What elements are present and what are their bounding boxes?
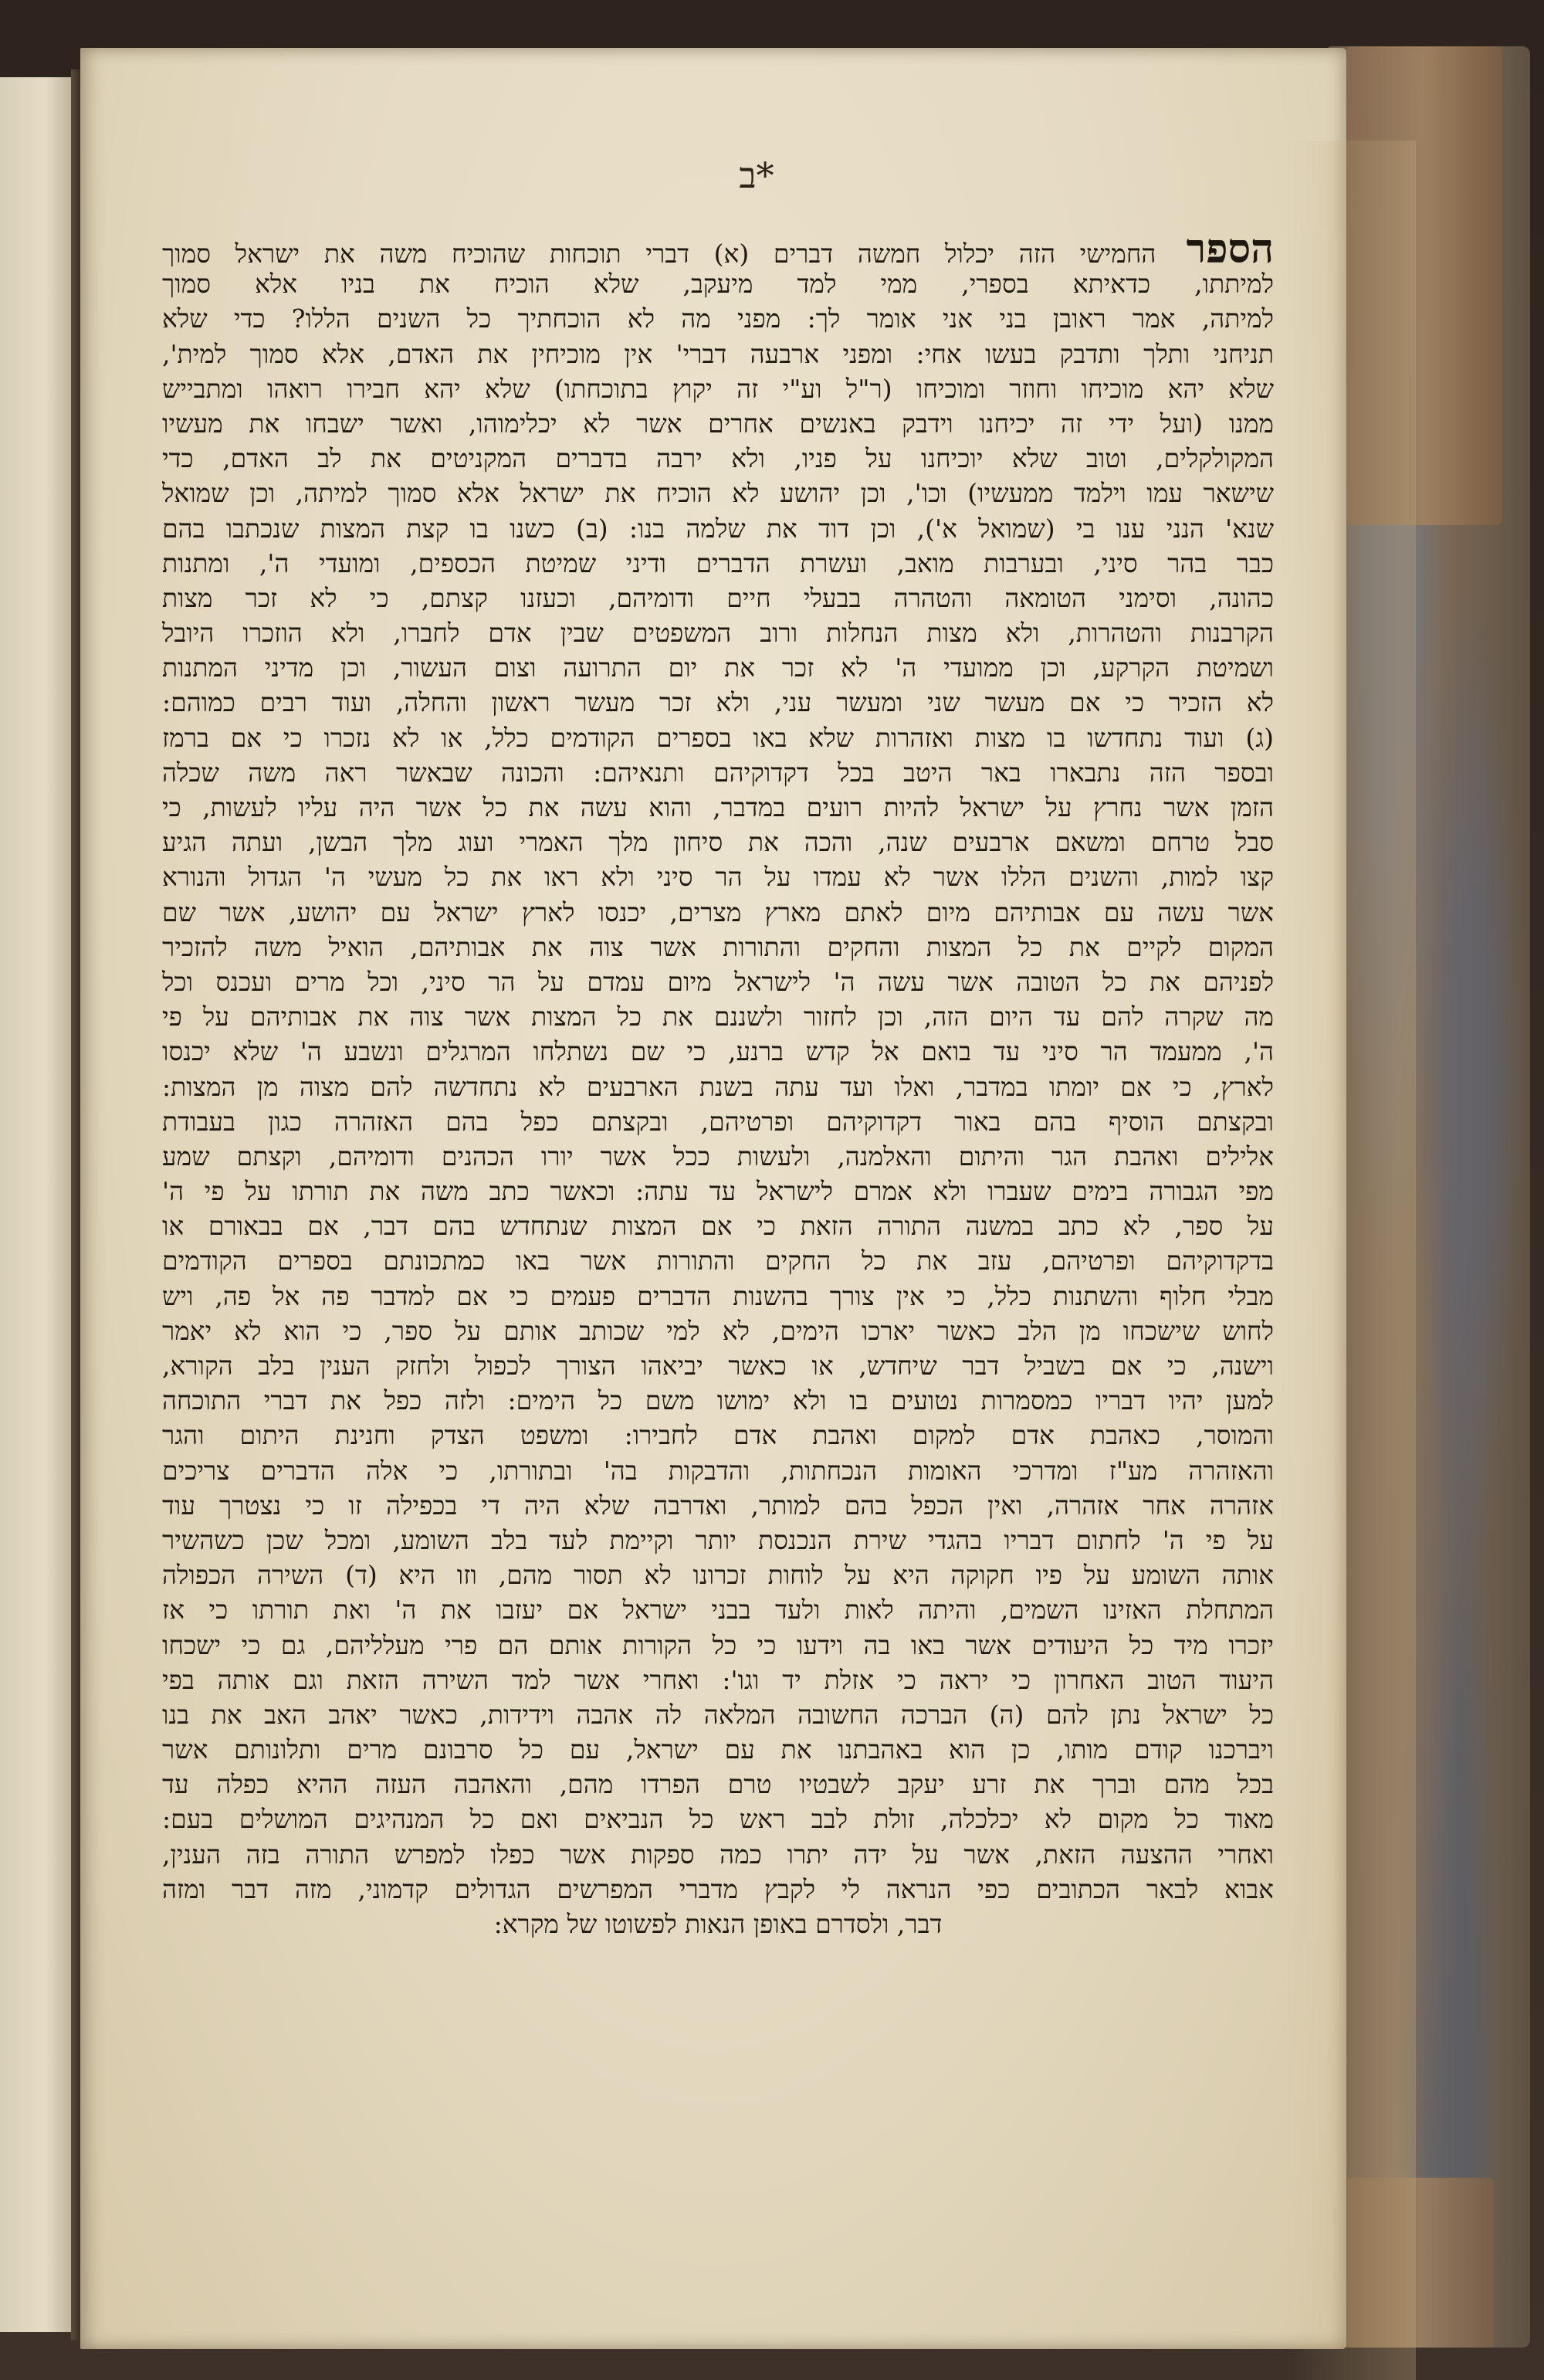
text-line xyxy=(162,1628,1274,1663)
text-line-content: כהונה, וסימני הטומאה והטהרה בבעלי חיים ודומיהם, וכעזנו קצתם, כי לא זכר מצות xyxy=(162,582,1274,613)
text-line-content: ובספר הזה נתבארו באר היטב בכל דקדוקיהם ותנאיהם: והכונה שבאשר ראה משה שכלה xyxy=(162,757,1274,788)
text-line-content: סבל טרחם ומשאם ארבעים שנה, והכה את סיחון מלך האמרי ועוג מלך הבשן, ועתה הגיע xyxy=(162,827,1274,858)
main-text xyxy=(162,232,1274,1941)
text-line xyxy=(162,371,1274,406)
signature-mark: *ב xyxy=(739,154,774,196)
text-line-content: אזהרה אחר אזהרה, ואין הכפל בהם למותר, ואדרבה שלא היה די בכפילה זו כי נצטרך עוד xyxy=(162,1490,1274,1521)
text-line xyxy=(162,1872,1274,1907)
text-line xyxy=(162,1070,1274,1104)
text-lines xyxy=(162,232,1274,1941)
text-line xyxy=(162,1104,1274,1139)
text-line-content: ואחרי ההצעה הזאת, אשר על ידה יתרו כמה ספקות אשר כפלו למפרש התורה בזה הענין, xyxy=(162,1839,1274,1870)
text-line xyxy=(162,650,1274,685)
text-line xyxy=(162,1523,1274,1558)
text-line-content: מה שקרה להם עד היום הזה, וכן לחזור ולשננם את כל המצות אשר צוה את אבותיהם על פי xyxy=(162,1002,1274,1032)
text-line xyxy=(162,1348,1274,1383)
text-line-content: מפי הגבורה בימים שעברו ולא אמרם לישראל עד עתה: וכאשר כתב משה את תורתו על פי ה' xyxy=(162,1176,1274,1207)
text-line xyxy=(162,685,1274,720)
text-line xyxy=(162,1558,1274,1592)
text-line xyxy=(162,1697,1274,1732)
text-line xyxy=(162,1034,1274,1069)
text-line-content: המקולקלים, וטוב שלא יוכיחנו על פניו, ולא ירבה בדברים המקניטים את לב האדם, כדי xyxy=(162,443,1274,474)
text-line xyxy=(162,266,1274,301)
text-line xyxy=(162,1279,1274,1314)
text-line-content: שנא' הנני ענו בי (שמואל א'), וכן דוד את שלמה בנו: (ב) כשנו בו קצת המצות שנכתבו בהם xyxy=(162,513,1274,544)
text-line-content: (ג) ועוד נתחדשו בו מצות ואזהרות שלא באו בספרים הקודמים כלל, או לא נזכרו כי אם ברמז xyxy=(162,722,1274,753)
text-line-content: ושמיטת הקרקע, וכן ממועדי ה' לא זכר את יום התרועה וצום העשור, וכן מדיני המתנות xyxy=(162,653,1274,683)
text-line xyxy=(162,825,1274,859)
text-line xyxy=(162,895,1274,930)
text-line-content: לארץ, כי אם יומתו במדבר, ואלו ועד עתה בשנת הארבעים לא נתחדשה להם מצוה מן המצות: xyxy=(162,1071,1274,1102)
text-line-content: ה', ממעמד הר סיני עד בואם אל קדש ברנע, כי שם נשתלחו המרגלים ונשבע ה' שלא יכנסו xyxy=(162,1036,1274,1067)
text-line-content: המתחלת האזינו השמים, והיתה לאות ולעד בבני ישראל אם יעזבו את ה' ואת תורתו כי אז xyxy=(162,1595,1274,1626)
text-line-content: אבוא לבאר הכתובים כפי הנראה לי לקבץ מדברי המפרשים הגדולים קדמוני, מזה דבר ומזה xyxy=(162,1873,1274,1904)
text-line xyxy=(162,1174,1274,1209)
page-stain xyxy=(1285,141,1416,2380)
text-line-content: שלא יהא מוכיחו וחוזר ומוכיחו (ר"ל וע"י זה יקוץ בתוכחתו) שלא יהא חבירו רואהו ומתבייש xyxy=(162,373,1274,404)
text-line-content: תניחני ותלך ותדבק בעשו אחי: ומפני ארבעה דברי' אין מוכיחין את האדם, אלא סמוך למית', xyxy=(162,338,1274,369)
text-line-content: דבר, ולסדרם באופן הנאות לפשוטו של מקרא: xyxy=(493,1909,943,1939)
text-line xyxy=(162,790,1274,825)
text-line-content: ויברכנו קודם מותו, כן הוא באהבתנו את עם ישראל, עם כל סרבונם מרים ותלונותם אשר xyxy=(162,1734,1274,1765)
text-line xyxy=(162,441,1274,476)
text-line-content: אשר עשה עם אבותיהם מיום לאתם מארץ מצרים, יכנסו לארץ ישראל עם יהושע, אשר שם xyxy=(162,897,1274,927)
text-line xyxy=(162,859,1274,894)
text-line xyxy=(162,406,1274,441)
text-line xyxy=(162,1383,1274,1418)
text-line-content: על ספר, לא כתב במשנה התורה הזאת כי אם המצות שנתחדש בהם דבר, אם בבאורם או xyxy=(162,1211,1274,1242)
text-line-content: למיתה, אמר ראובן בני אני אומר לך: מפני מה לא הוכחתיך כל השנים הללו? כדי שלא xyxy=(162,303,1274,334)
text-line xyxy=(162,546,1274,581)
text-line xyxy=(162,511,1274,546)
text-line-content: והמוסר, כאהבת אדם למקום ואהבת אדם לחבירו: ומשפט הצדק וחנינת היתום והגר xyxy=(162,1420,1274,1451)
opening-word: הספר xyxy=(1156,232,1274,267)
text-line-content: היעוד הטוב האחרון כי יראה כי אזלת יד וגו': ואחרי אשר למד השירה הזאת וגם אותה בפי xyxy=(162,1664,1274,1695)
text-line xyxy=(162,1418,1274,1453)
text-line-content: על פי ה' לחתום דבריו בהגדי שירת הנכנסת יותר וקיימת לעד בלב השומע, ומכל שכן כשהשיר xyxy=(162,1524,1274,1555)
text-line-content: מבלי חלוף והשתנות כלל, כי אין צורך בהשנות הדברים פעמים כי אם למדבר פה אל פה, ויש xyxy=(162,1280,1274,1311)
text-line xyxy=(162,232,1274,266)
text-line xyxy=(162,1243,1274,1278)
text-line xyxy=(162,1314,1274,1348)
facing-page-edge xyxy=(0,77,76,2332)
text-line xyxy=(162,1209,1274,1243)
text-line xyxy=(162,930,1274,965)
text-line-content: לא הזכיר כי אם מעשר שני ומעשר עני, ולא זכר מעשר ראשון והחלה, ועוד רבים כמוהם: xyxy=(162,687,1274,718)
text-line-content: מאוד כל מקום לא יכלכלה, זולת לבב ראש כל הנביאים ואם כל המנהיגים המושלים בעם: xyxy=(162,1804,1274,1835)
text-line-content: אותה השומע על פיו חקוקה היא על לוחות זכרונו לא תסור מהם, וזו היא (ד) השירה הכפולה xyxy=(162,1560,1274,1591)
text-line xyxy=(162,301,1274,336)
text-line-content: המקום לקיים את כל המצות והחקים והתורות אשר צוה את אבותיהם, הואיל משה להזכיר xyxy=(162,931,1274,962)
text-line-content: בדקדוקיהם ופרטיהם, עזב את כל החקים והתורות אשר באו כמתכונתם בספרים הקודמים xyxy=(162,1246,1274,1276)
text-line xyxy=(162,1907,1274,1941)
text-line-content: כבר בהר סיני, ובערבות מואב, ועשרת הדברים ודיני שמיטת הכספים, ומועדי ה', ומתנות xyxy=(162,548,1274,578)
text-line xyxy=(162,999,1274,1034)
text-line xyxy=(162,1663,1274,1697)
text-line xyxy=(162,1488,1274,1523)
text-line xyxy=(162,755,1274,790)
text-line-content: לחוש שישכחו מן הלב כאשר יארכו הימים, לא למי שכותב אותם על ספר, כי הוא לא יאמר xyxy=(162,1315,1274,1346)
text-line-content: הקרבנות והטהרות, ולא מצות הנחלות ורוב המשפטים שבין אדם לחברו, ולא הוזכרו היובל xyxy=(162,618,1274,649)
text-line xyxy=(162,1802,1274,1836)
text-line xyxy=(162,476,1274,510)
text-line xyxy=(162,581,1274,615)
text-line-content: לפניהם את כל הטובה אשר עשה ה' לישראל מיום עמדם על הר סיני, וכל מרים ועכנס וכל xyxy=(162,966,1274,997)
text-line-content: והאזהרה מע"ז ומדרכי האומות הנכחתות, והדבקות בה' ובתורתו, כי אלה הדברים צריכים xyxy=(162,1455,1274,1486)
text-line xyxy=(162,337,1274,371)
text-line-content: כל ישראל נתן להם (ה) הברכה החשובה המלאה לה אהבה וידידות, כאשר יאהב האב את בנו xyxy=(162,1699,1274,1730)
text-line-content: למען יהיו דבריו כמסמרות נטועים בו ולא ימושו משם כל הימים: ולזה כפל את דברי התוכחה xyxy=(162,1385,1274,1416)
text-line-content: שישאר עמו וילמד ממעשיו) וכו', וכן יהושע לא הוכיח את ישראל אלא סמוך למיתה, וכן שמואל xyxy=(162,478,1274,509)
text-line xyxy=(162,720,1274,755)
text-line-content: החמישי הזה יכלול חמשה דברים (א) דברי תוכחות שהוכיח משה את ישראל סמוך xyxy=(162,239,1156,267)
text-line-content: אלילים ואהבת הגר והיתום והאלמנה, ולעשות ככל אשר יורו הכהנים ודומיהם, וקצתם שמע xyxy=(162,1141,1274,1171)
text-line-content: יזכרו מיד כל היעודים אשר באו בה וידעו כי כל הקורות אותם הם פרי מעלליהם, גם כי ישכחו xyxy=(162,1629,1274,1660)
text-line-content: ממנו (ועל ידי זה יכיחנו וידבק באנשים אחרים אשר לא יכלימוהו, ואשר ישבחו את מעשיו xyxy=(162,408,1274,439)
text-line xyxy=(162,1592,1274,1627)
text-line xyxy=(162,1837,1274,1872)
text-line xyxy=(162,1139,1274,1174)
text-line xyxy=(162,1453,1274,1488)
text-line-content: קצו למות, והשנים הללו אשר לא עמדו על הר סיני ולא ראו את כל מעשי ה' הגדול והנורא xyxy=(162,862,1274,893)
text-line xyxy=(162,615,1274,650)
text-line xyxy=(162,1767,1274,1802)
text-line-content: הזמן אשר נחרץ על ישראל להיות רועים במדבר, והוא עשה את כל אשר היה עליו לעשות, כי xyxy=(162,792,1274,822)
text-line-content: בכל מהם וברך את זרע יעקב לשבטיו טרם הפרדו מהם, והאהבה העזה ההיא כפלה עד xyxy=(162,1769,1274,1800)
text-line-content: וישנה, כי אם בשביל דבר שיחדש, או כאשר יביאהו הצורך לכפול ולחזק הענין בלב הקורא, xyxy=(162,1351,1274,1381)
text-line xyxy=(162,1732,1274,1767)
text-line-content: ובקצתם הוסיף בהם באור דקדוקיהם ופרטיהם, ובקצתם כפל בהם האזהרה כגון בעבודת xyxy=(162,1106,1274,1137)
text-line xyxy=(162,965,1274,999)
text-line-content: למיתתו, כדאיתא בספרי, ממי למד מיעקב, שלא הוכיח את בניו אלא סמוך xyxy=(162,269,1274,300)
